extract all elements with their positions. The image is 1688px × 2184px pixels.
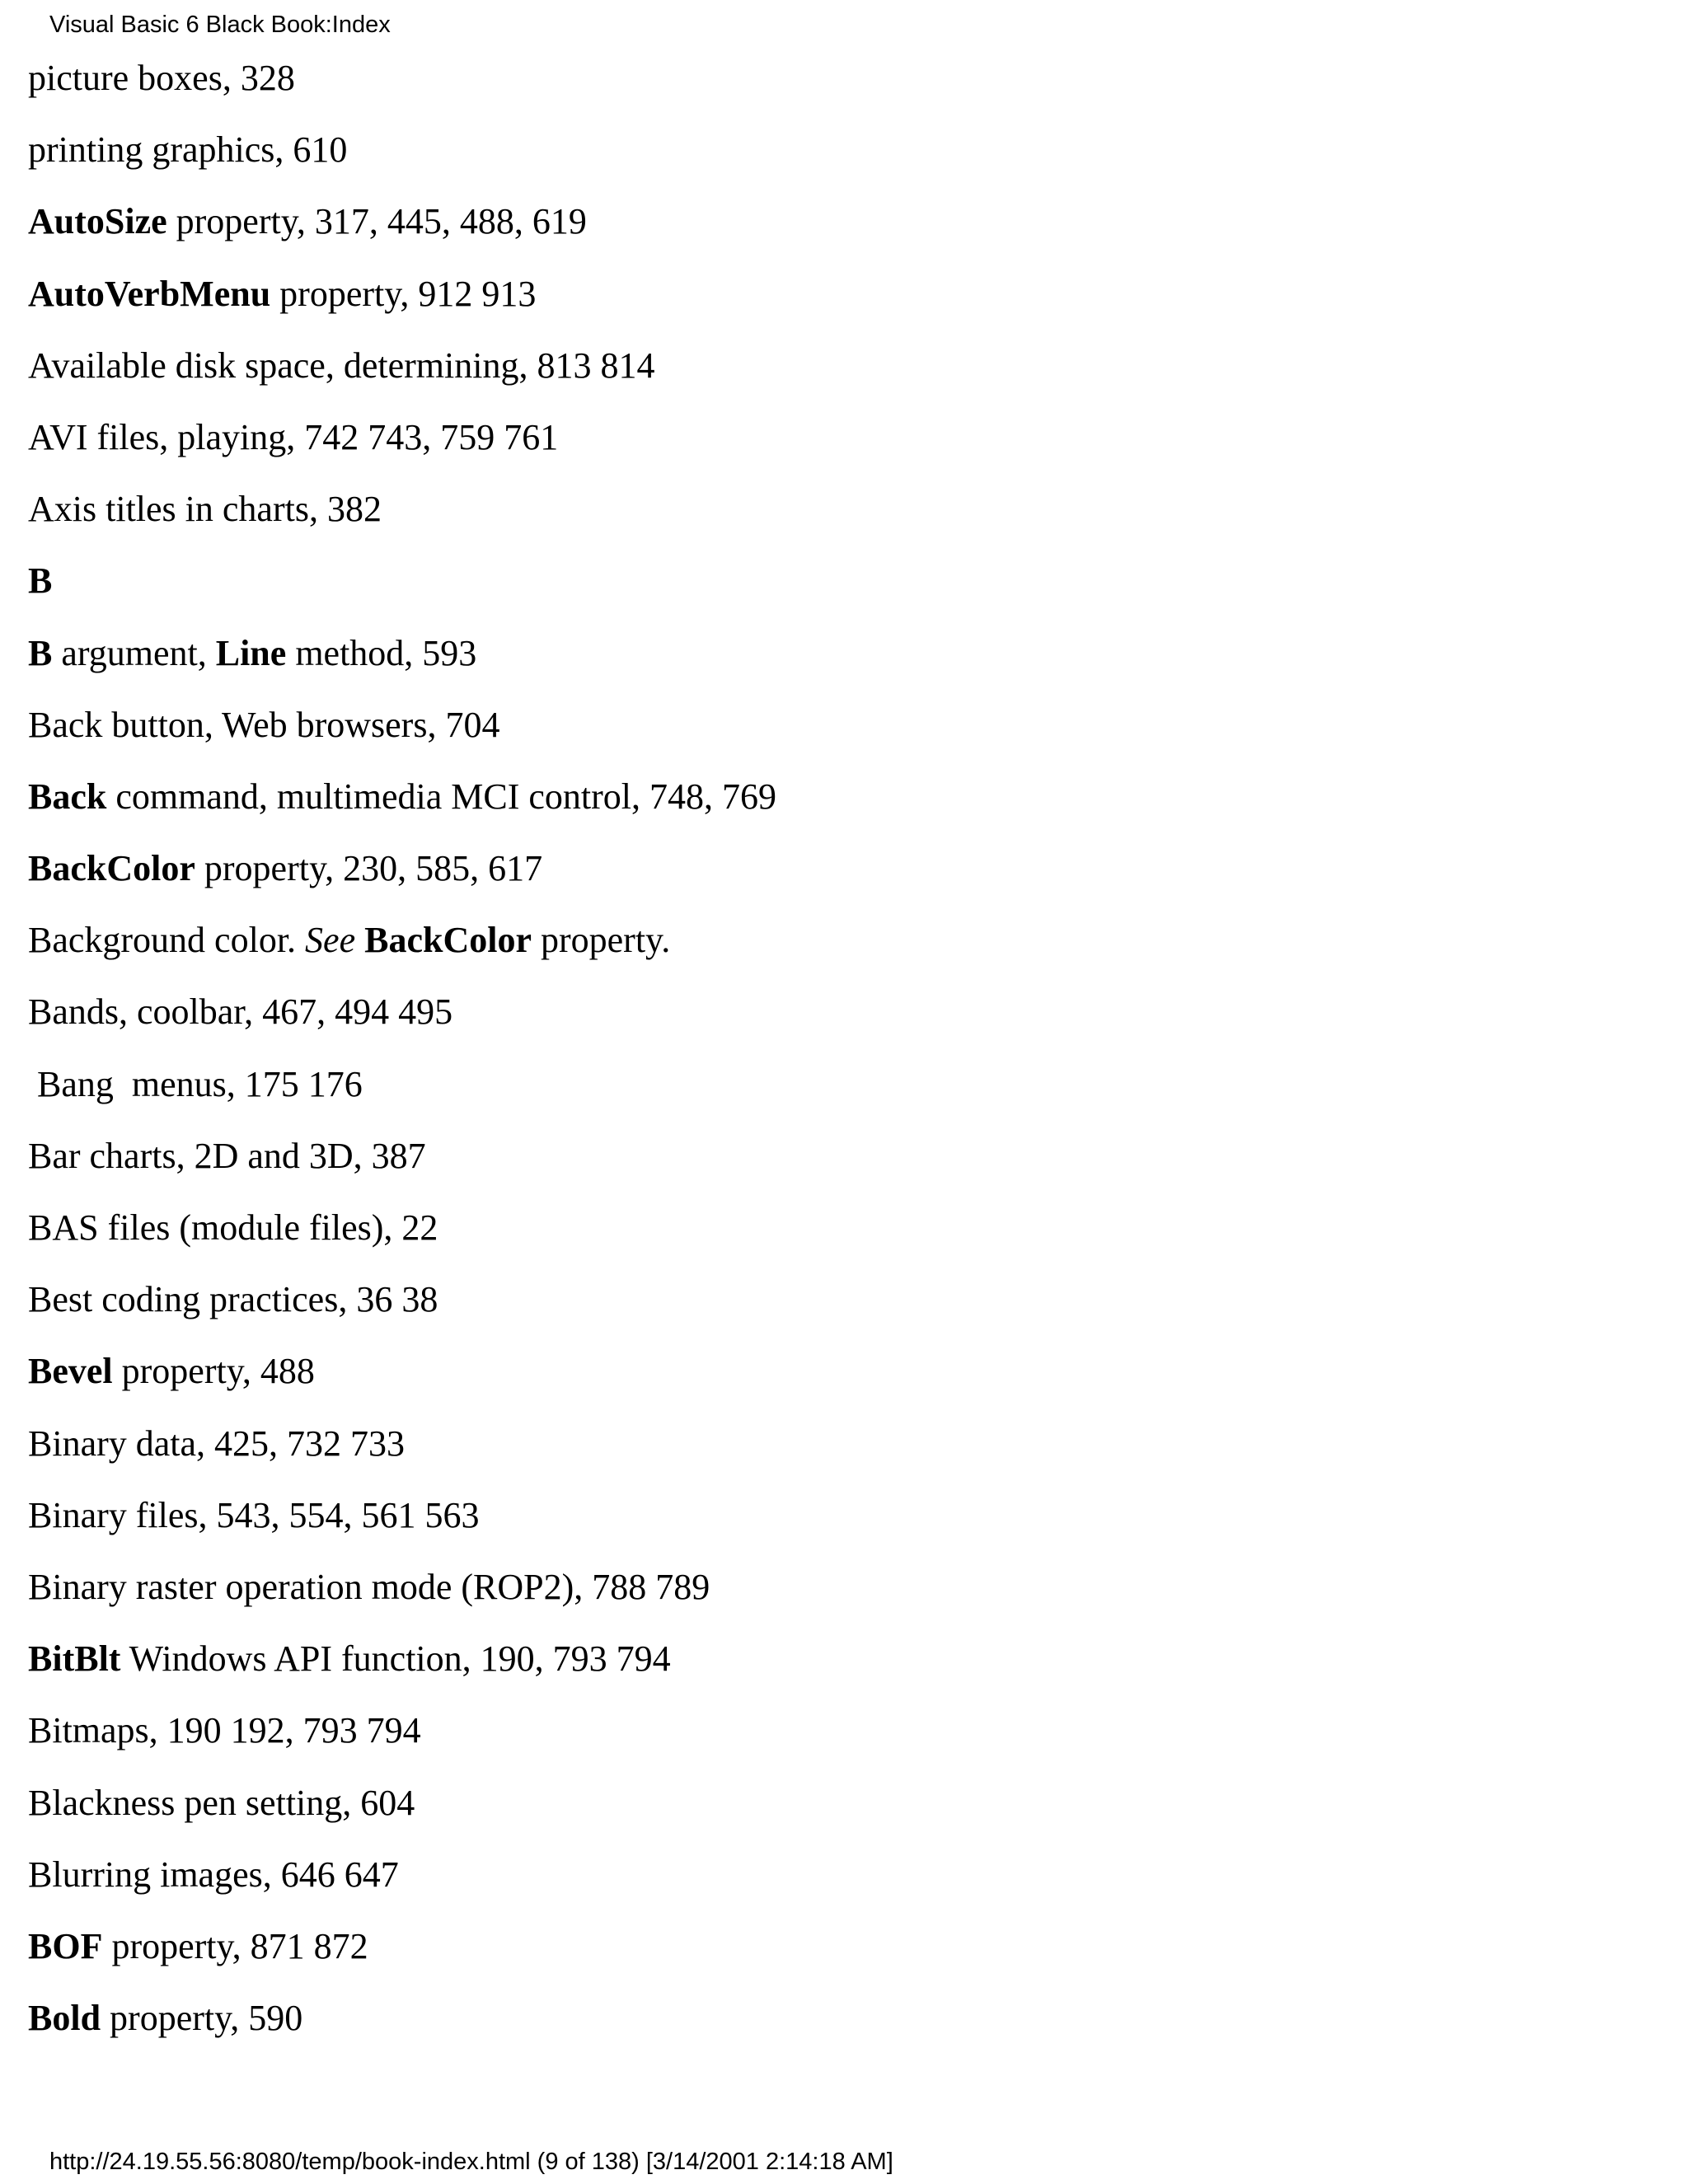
index-entry — [28, 123, 776, 194]
index-entry — [28, 698, 776, 770]
entry-term-bold: BitBlt — [28, 1638, 121, 1680]
index-entry — [28, 1201, 776, 1272]
entry-text: property, 590 — [101, 1998, 303, 2039]
index-entry — [28, 482, 776, 554]
entry-term-bold: Bevel — [28, 1351, 113, 1392]
entry-text: Available disk space, determining, 813 814 — [28, 344, 655, 386]
entry-term-bold: BackColor — [364, 920, 532, 961]
index-entry — [28, 339, 776, 410]
index-entry — [28, 267, 776, 339]
entry-text: Windows API function, 190, 793 794 — [120, 1638, 671, 1680]
page-header: Visual Basic 6 Black Book:Index — [49, 12, 391, 38]
entry-text: property. — [532, 920, 671, 961]
entry-text: picture boxes, 328 — [28, 58, 295, 98]
index-entry — [28, 913, 776, 985]
index-entry — [28, 985, 776, 1057]
entry-term-bold: BOF — [28, 1925, 103, 1966]
entry-text: AVI files, playing, 742 743, 759 761 — [28, 416, 559, 457]
entry-text: Blackness pen setting, 604 — [28, 1782, 415, 1823]
entry-text: Blurring images, 646 647 — [28, 1854, 399, 1895]
page-footer-url: http://24.19.55.56:8080/temp/book-index.html (9 of 138) [3/14/2001 2:14:18 AM] — [49, 2149, 893, 2175]
entry-text: Binary raster operation mode (ROP2), 788 789 — [28, 1566, 710, 1607]
entry-text: command, multimedia MCI control, 748, 769 — [106, 776, 777, 817]
entry-term-bold: Line — [215, 632, 287, 673]
entry-text: Bands, coolbar, 467, 494 495 — [28, 991, 453, 1033]
index-entry — [28, 1704, 776, 1775]
entry-text: property, 912 913 — [270, 273, 537, 314]
index-entry — [28, 1560, 776, 1632]
entry-term-bold: Bold — [28, 1998, 101, 2039]
entry-term-bold: AutoSize — [28, 201, 167, 242]
entry-term-bold: Back — [28, 776, 107, 817]
entry-term-bold: BackColor — [28, 848, 195, 889]
index-entry — [28, 1632, 776, 1704]
index-entry — [28, 1057, 776, 1129]
index-entry — [28, 1848, 776, 1919]
index-entry — [28, 410, 776, 482]
index-entry — [28, 1919, 776, 1991]
index-entry — [28, 554, 776, 626]
entry-text: property, 488 — [112, 1351, 315, 1392]
entry-text: Background color. — [28, 920, 306, 961]
entry-text: Axis titles in charts, 382 — [28, 489, 382, 530]
entry-see-italic: See — [305, 920, 356, 961]
index-entry — [28, 1488, 776, 1560]
entry-text: Binary data, 425, 732 733 — [28, 1422, 406, 1464]
entry-text: printing graphics, 610 — [28, 129, 348, 171]
entry-text: Bar charts, 2D and 3D, 387 — [28, 1135, 426, 1176]
index-entry — [28, 1991, 776, 2063]
entry-text: Bang menus, 175 176 — [28, 1063, 363, 1104]
index-entry-list — [28, 51, 776, 2063]
entry-text: argument, — [52, 632, 216, 673]
entry-text: property, 317, 445, 488, 619 — [166, 201, 587, 242]
index-entry — [28, 1776, 776, 1848]
entry-term-bold: B — [28, 560, 53, 602]
entry-text: Back button, Web browsers, 704 — [28, 704, 500, 745]
index-entry — [28, 626, 776, 698]
entry-term-bold: AutoVerbMenu — [28, 273, 271, 314]
entry-text: Binary files, 543, 554, 561 563 — [28, 1494, 480, 1535]
index-entry — [28, 194, 776, 266]
index-entry — [28, 841, 776, 913]
entry-text: Bitmaps, 190 192, 793 794 — [28, 1710, 421, 1751]
index-entry — [28, 1344, 776, 1416]
entry-text: Best coding practices, 36 38 — [28, 1279, 438, 1320]
index-entry — [28, 1129, 776, 1201]
index-entry — [28, 51, 776, 123]
index-entry — [28, 770, 776, 841]
entry-text: method, 593 — [286, 632, 477, 673]
entry-term-bold: B — [28, 632, 53, 673]
entry-text: BAS files (module files), 22 — [28, 1207, 438, 1248]
entry-text: property, 230, 585, 617 — [195, 848, 543, 889]
index-entry — [28, 1417, 776, 1488]
index-entry — [28, 1272, 776, 1344]
entry-text: property, 871 872 — [102, 1925, 368, 1966]
